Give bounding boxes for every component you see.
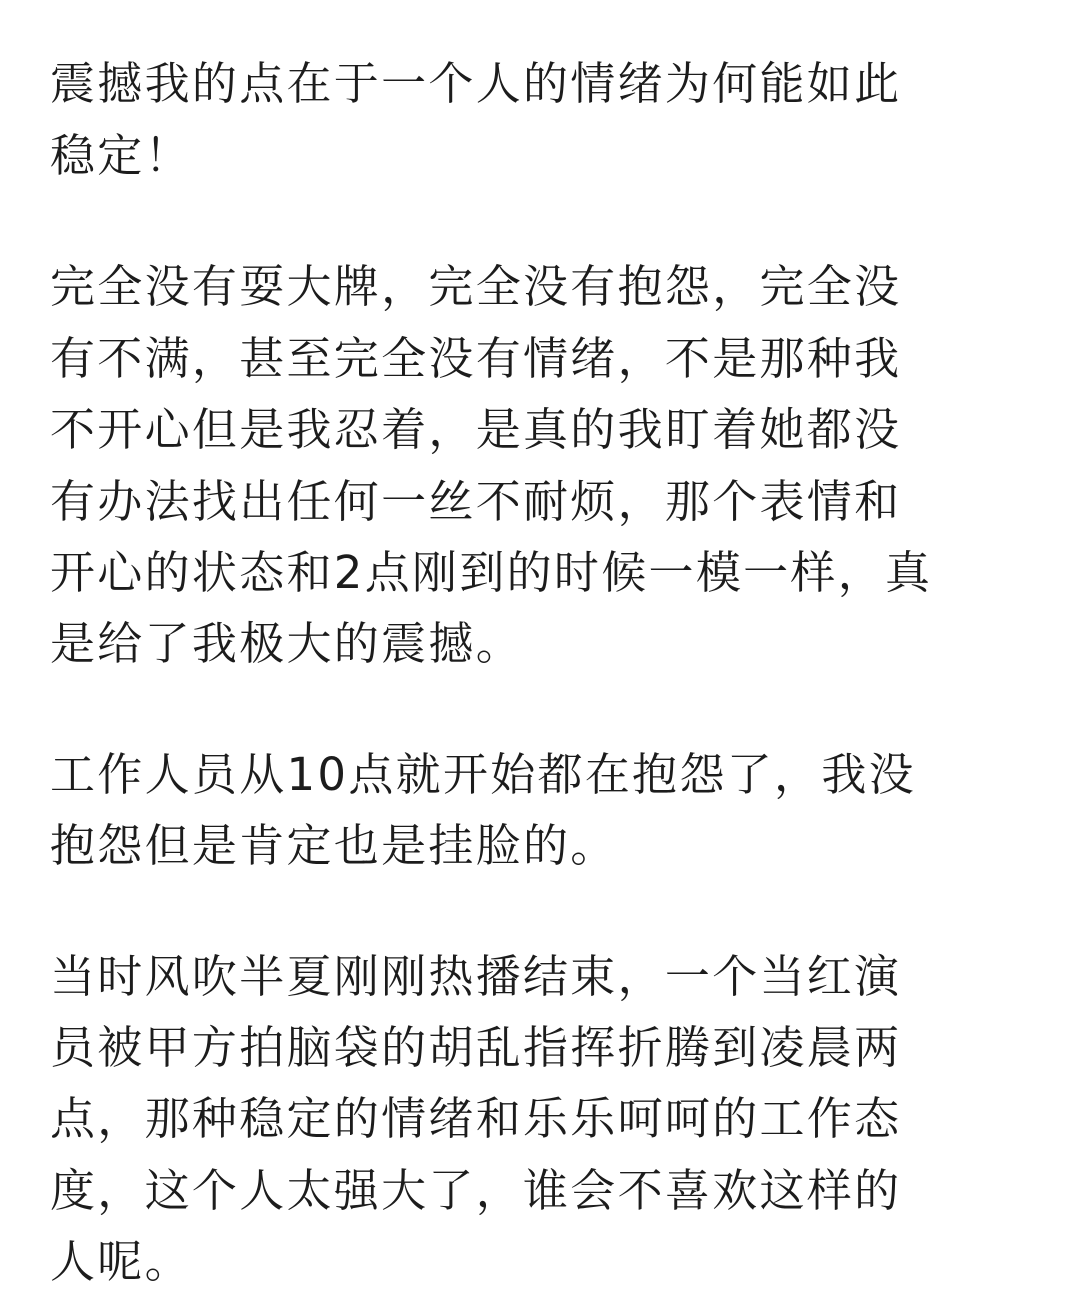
text-line: 开心的状态和2点刚到的时候一模一样，真: [50, 546, 933, 599]
text-line: 不开心但是我忍着，是真的我盯着她都没: [50, 403, 902, 456]
text-line: 抱怨但是肯定也是挂脸的。: [50, 819, 618, 872]
text-line: 点，那种稳定的情绪和乐乐呵呵的工作态: [50, 1092, 902, 1145]
text-line: 完全没有耍大牌，完全没有抱怨，完全没: [50, 260, 902, 313]
text-line: 有办法找出任何一丝不耐烦，那个表情和: [50, 475, 902, 528]
text-line: 震撼我的点在于一个人的情绪为何能如此: [50, 57, 902, 110]
text-line: 工作人员从10点就开始都在抱怨了，我没: [50, 748, 916, 801]
text-line: 度，这个人太强大了，谁会不喜欢这样的: [50, 1164, 902, 1217]
text-line: 有不满，甚至完全没有情绪，不是那种我: [50, 332, 902, 385]
text-line: 是给了我极大的震撼。: [50, 617, 524, 670]
text-line: 稳定！: [50, 129, 192, 182]
text-line: 员被甲方拍脑袋的胡乱指挥折腾到凌晨两: [50, 1021, 902, 1074]
text-line: 人呢。: [50, 1235, 192, 1288]
text-line: 当时风吹半夏刚刚热播结束，一个当红演: [50, 950, 902, 1003]
